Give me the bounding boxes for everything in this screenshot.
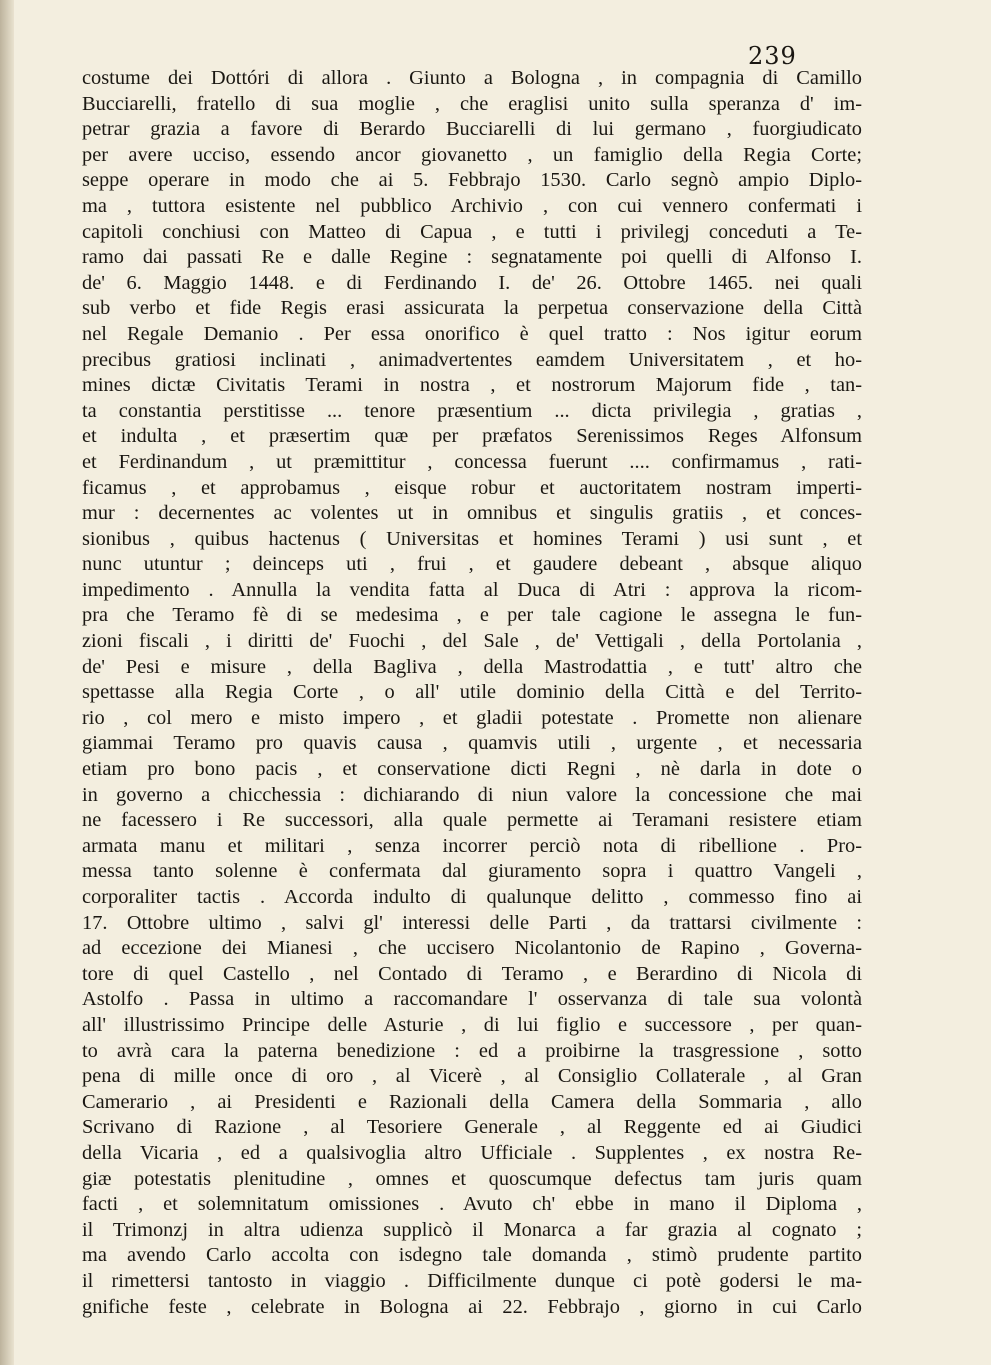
page-number: 239 — [748, 42, 797, 70]
body-text — [82, 66, 862, 1320]
text-line: precibus gratiosi inclinati , animadvertentes eamdem Universitatem , et ho- — [82, 348, 862, 371]
text-line: etiam pro bono pacis , et conservatione dicti Regni , nè darla in dote o — [82, 758, 862, 781]
text-line: zioni fiscali , i diritti de' Fuochi , del Sale , de' Vettigali , della Portolania , — [82, 630, 862, 653]
text-line: il Trimonzj in altra udienza supplicò il Monarca a far grazia al cognato ; — [82, 1218, 862, 1241]
text-line: et Ferdinandum , ut præmittitur , concessa fuerunt .... confirmamus , rati- — [82, 450, 862, 473]
text-line: pra che Teramo fè di se medesima , e per tale cagione le assegna le fun- — [82, 604, 862, 627]
text-line: tore di quel Castello , nel Contado di Teramo , e Berardino di Nicola di — [82, 962, 862, 985]
page-gutter — [0, 0, 14, 1365]
text-line: il rimettersi tantosto in viaggio . Difficilmente dunque ci potè godersi le ma- — [82, 1269, 862, 1292]
text-line: Camerario , ai Presidenti e Razionali della Camera della Sommaria , allo — [82, 1090, 862, 1113]
text-line: petrar grazia a favore di Berardo Bucciarelli di lui germano , fuorgiudicato — [82, 118, 862, 141]
text-line: de' Pesi e misure , della Bagliva , della Mastrodattia , e tutt' altro che — [82, 655, 862, 678]
text-line: all' illustrissimo Principe delle Asturie , di lui figlio e successore , per quan- — [82, 1013, 862, 1036]
text-line: impedimento . Annulla la vendita fatta al Duca di Atri : approva la ricom- — [82, 578, 862, 601]
text-line: Bucciarelli, fratello di sua moglie , che eraglisi unito sulla speranza d' im- — [82, 92, 862, 115]
text-line: 17. Ottobre ultimo , salvi gl' interessi delle Parti , da trattarsi civilmente : — [82, 911, 862, 934]
text-line: to avrà cara la paterna benedizione : ed a proibirne la trasgressione , sotto — [82, 1039, 862, 1062]
text-line: ma avendo Carlo accolta con isdegno tale domanda , stimò prudente partito — [82, 1244, 862, 1267]
text-line: de' 6. Maggio 1448. e di Ferdinando I. de' 26. Ottobre 1465. nei quali — [82, 271, 862, 294]
text-line: ad eccezione dei Mianesi , che uccisero Nicolantonio de Rapino , Governa- — [82, 937, 862, 960]
text-line: giæ potestatis plenitudine , omnes et quoscumque defectus tam juris quam — [82, 1167, 862, 1190]
text-line: mur : decernentes ac volentes ut in omnibus et singulis gratiis , et conces- — [82, 502, 862, 525]
text-line: ne facessero i Re successori, alla quale permette ai Teramani resistere etiam — [82, 809, 862, 832]
text-line: pena di mille once di oro , al Vicerè , al Consiglio Collaterale , al Gran — [82, 1065, 862, 1088]
text-line: armata manu et militari , senza incorrer perciò nota di ribellione . Pro- — [82, 834, 862, 857]
text-line: ramo dai passati Re e dalle Regine : segnatamente poi quelli di Alfonso I. — [82, 246, 862, 269]
text-line: seppe operare in modo che ai 5. Febbrajo 1530. Carlo segnò ampio Diplo- — [82, 169, 862, 192]
text-line: ma , tuttora esistente nel pubblico Archivio , con cui vennero confermati i — [82, 194, 862, 217]
text-line: giammai Teramo pro quavis causa , quamvis utili , urgente , et necessaria — [82, 732, 862, 755]
text-line: sub verbo et fide Regis erasi assicurata la perpetua conservazione della Città — [82, 297, 862, 320]
text-line: ficamus , et approbamus , eisque robur et auctoritatem nostram imperti- — [82, 476, 862, 499]
text-line: ta constantia perstitisse ... tenore præsentium ... dicta privilegia , gratias , — [82, 399, 862, 422]
text-line: capitoli conchiusi con Matteo di Capua , e tutti i privilegj conceduti a Te- — [82, 220, 862, 243]
text-line: rio , col mero e misto impero , et gladii potestate . Promette non alienare — [82, 706, 862, 729]
text-line: gnifiche feste , celebrate in Bologna ai 22. Febbrajo , giorno in cui Carlo — [82, 1295, 862, 1318]
text-line: sionibus , quibus hactenus ( Universitas et homines Terami ) usi sunt , et — [82, 527, 862, 550]
text-line: spettasse alla Regia Corte , o all' utile dominio della Città e del Territo- — [82, 681, 862, 704]
text-line: per avere ucciso, essendo ancor giovanetto , un famiglio della Regia Corte; — [82, 143, 862, 166]
text-line: nunc utuntur ; deinceps uti , frui , et gaudere debeant , absque aliquo — [82, 553, 862, 576]
text-line: costume dei Dottóri di allora . Giunto a Bologna , in compagnia di Camillo — [82, 67, 862, 89]
text-line: et indulta , et præsertim quæ per præfatos Serenissimos Reges Alfonsum — [82, 425, 862, 448]
text-line: della Vicaria , ed a qualsivoglia altro Ufficiale . Supplentes , ex nostra Re- — [82, 1141, 862, 1164]
text-line: facti , et solemnitatum omissiones . Avuto ch' ebbe in mano il Diploma , — [82, 1193, 862, 1216]
text-line: Scrivano di Razione , al Tesoriere Generale , al Reggente ed ai Giudici — [82, 1116, 862, 1139]
text-line: messa tanto solenne è confermata dal giuramento sopra i quattro Vangeli , — [82, 860, 862, 883]
text-line: mines dictæ Civitatis Terami in nostra , et nostrorum Majorum fide , tan- — [82, 374, 862, 397]
text-line: in governo a chicchessia : dichiarando di niun valore la concessione che mai — [82, 783, 862, 806]
text-line: Astolfo . Passa in ultimo a raccomandare l' osservanza di tale sua volontà — [82, 988, 862, 1011]
text-line: nel Regale Demanio . Per essa onorifico è quel tratto : Nos igitur eorum — [82, 322, 862, 345]
text-line: corporaliter tactis . Accorda indulto di qualunque delitto , commesso fino ai — [82, 886, 862, 908]
